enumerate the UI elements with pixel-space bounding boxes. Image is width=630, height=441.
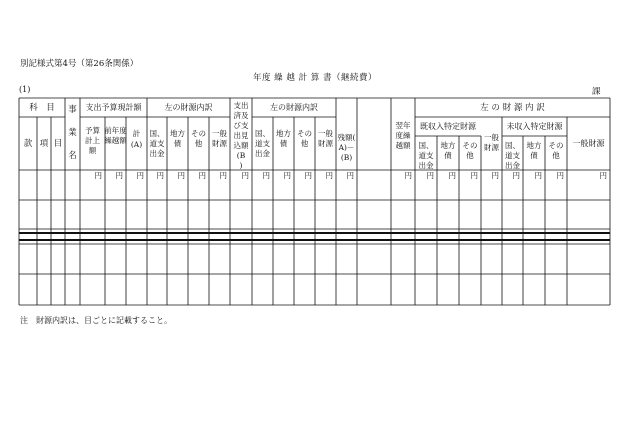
header-zaigen-3: 左 の 財 源 内 訳 xyxy=(480,103,545,113)
unit-label: 円 xyxy=(262,171,270,180)
header-jigyo: 事業名 xyxy=(68,105,77,161)
zaigen-2-sonota: その他 xyxy=(297,129,312,148)
zaigen-4-chihousai: 地方債 xyxy=(526,141,542,160)
header-zaigen-2: 左の財源内訳 xyxy=(270,103,318,112)
zaigen-1-sonota: その他 xyxy=(191,129,206,148)
zaigen-2-kuni: 国、道支出金 xyxy=(255,129,270,158)
header-zaigen-1: 左の財源内訳 xyxy=(164,103,213,112)
zaigen-1-chihousai: 地方債 xyxy=(170,129,185,148)
unit-label: 円 xyxy=(177,171,185,180)
form-label: 別記様式第4号（第26条関係） xyxy=(20,59,139,69)
unit-label: 円 xyxy=(599,171,607,180)
unit-label: 円 xyxy=(512,171,520,180)
zaigen-4-ippan: 一般財源 xyxy=(572,139,605,148)
unit-label: 円 xyxy=(156,171,164,180)
unit-label: 円 xyxy=(241,171,249,180)
unit-label: 円 xyxy=(556,171,564,180)
unit-label: 円 xyxy=(426,171,434,180)
header-yosan-keijo: 予算計上額 xyxy=(85,126,100,155)
header-yokunendo: 翌年度繰越額 xyxy=(395,121,411,150)
header-zennendo: 前年度繰越額 xyxy=(104,126,127,145)
header-zangaku: 残額( A)－(B) xyxy=(337,133,356,162)
unit-label: 円 xyxy=(448,171,456,180)
unit-label: 円 xyxy=(304,171,312,180)
unit-label: 円 xyxy=(404,171,412,180)
zaigen-3-kuni: 国、道支出金 xyxy=(418,141,434,170)
unit-label: 円 xyxy=(136,171,144,180)
zaigen-4-sonota: その他 xyxy=(548,141,564,160)
unit-label: 円 xyxy=(219,171,227,180)
document-title: 年度 繰 越 計 算 書（継続費） xyxy=(252,73,377,83)
zaigen-3-sonota: その他 xyxy=(462,141,478,160)
zaigen-3-ippan: 一般財源 xyxy=(484,133,499,152)
unit-label: 円 xyxy=(283,171,291,180)
header-mishunyu: 未収入特定財源 xyxy=(506,122,563,131)
header-moku: 目 xyxy=(53,139,63,149)
header-kamoku: 科 目 xyxy=(29,103,55,113)
unit-label: 円 xyxy=(198,171,206,180)
sheet-number: (1) xyxy=(19,85,31,94)
zaigen-2-chihousai: 地方債 xyxy=(276,129,291,148)
unit-label: 円 xyxy=(115,171,123,180)
zaigen-2-ippan: 一般財源 xyxy=(318,129,333,148)
zaigen-4-kuni: 国、道支出金 xyxy=(505,141,520,170)
unit-label: 円 xyxy=(94,171,102,180)
header-shishutsu-zumi: 支出済及び支出見込額(B ) xyxy=(233,101,249,170)
header-kan: 款 xyxy=(23,139,33,149)
header-kishunyu: 既収入特定財源 xyxy=(420,122,476,131)
zaigen-1-kuni: 国、道支出金 xyxy=(149,129,165,158)
header-kei-a-label: 計(A) xyxy=(130,129,143,149)
header-shishutsu-yotei: 支出予算現計額 xyxy=(85,103,142,112)
department-label: 課 xyxy=(592,87,601,97)
header-kou: 項 xyxy=(39,139,49,149)
footnote: 注 財源内訳は、目ごとに記載すること。 xyxy=(20,316,172,325)
unit-label: 円 xyxy=(325,171,333,180)
zaigen-3-chihousai: 地方債 xyxy=(440,141,456,160)
unit-label: 円 xyxy=(470,171,478,180)
zaigen-1-ippan: 一般財源 xyxy=(212,129,227,148)
unit-label: 円 xyxy=(491,171,499,180)
unit-label: 円 xyxy=(346,171,354,180)
unit-label: 円 xyxy=(534,171,542,180)
